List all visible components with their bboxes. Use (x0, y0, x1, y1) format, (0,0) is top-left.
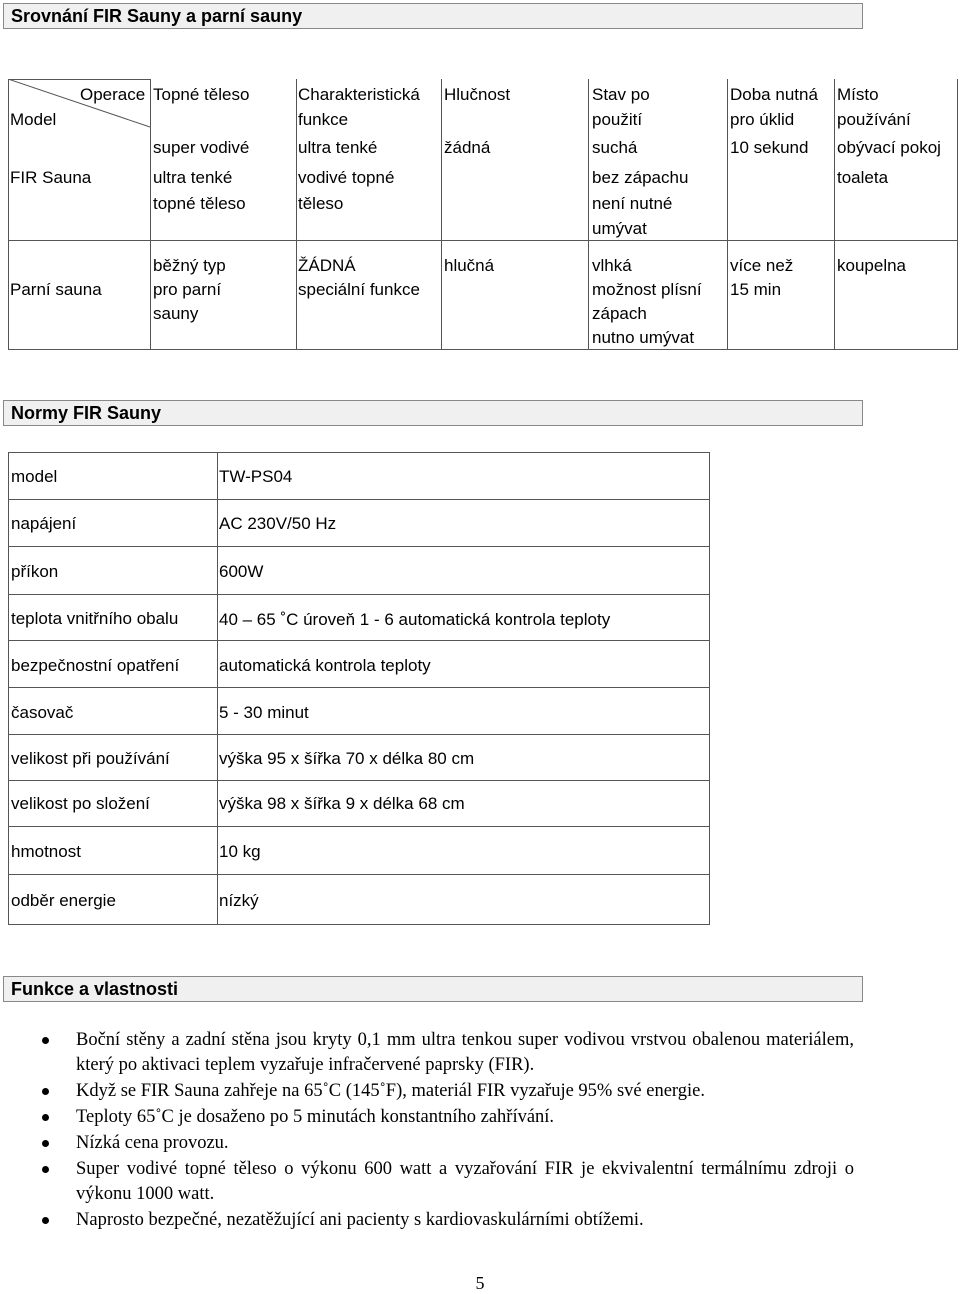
table-cell: pro parní (153, 280, 222, 299)
spec-label: velikost při používání (11, 749, 170, 768)
features-section-title: Funkce a vlastnosti (3, 976, 863, 1002)
spec-label: teplota vnitřního obalu (11, 609, 179, 628)
row-divider (9, 734, 709, 735)
col-divider (296, 79, 297, 350)
table-cell: ultra tenké (298, 138, 378, 157)
specs-section-title: Normy FIR Sauny (3, 400, 863, 426)
bullet-icon (42, 1037, 49, 1044)
features-list (42, 1028, 854, 1234)
spec-value: výška 95 x šířka 70 x délka 80 cm (219, 749, 475, 768)
spec-label: velikost po složení (11, 794, 150, 813)
bullet-icon (42, 1166, 49, 1173)
spec-label: časovač (11, 703, 74, 722)
table-cell: suchá (592, 138, 638, 157)
spec-value: automatická kontrola teploty (219, 656, 431, 675)
list-item (42, 1131, 854, 1156)
table-cell: možnost plísní (592, 280, 702, 299)
table-cell: běžný typ (153, 256, 226, 275)
header-characteristic: funkce (298, 110, 349, 129)
table-cell: obývací pokoj (837, 138, 941, 157)
comparison-table (8, 79, 958, 350)
list-item (42, 1208, 854, 1233)
table-cell: hlučná (444, 256, 495, 275)
spec-label: napájení (11, 514, 77, 533)
table-cell: vlhká (592, 256, 632, 275)
col-divider (957, 79, 958, 350)
row-divider (9, 780, 709, 781)
table-cell: speciální funkce (298, 280, 420, 299)
feature-text: Teploty 65˚C je dosaženo po 5 minutách konstantního zahřívání. (76, 1107, 555, 1127)
bullet-icon (42, 1114, 49, 1121)
table-cell: ultra tenké (153, 168, 233, 187)
spec-value: výška 98 x šířka 9 x délka 68 cm (219, 794, 465, 813)
bullet-icon (42, 1088, 49, 1095)
table-cell: sauny (153, 304, 199, 323)
table-cell: vodivé topné (298, 168, 395, 187)
comparison-section-title: Srovnání FIR Sauny a parní sauny (3, 3, 863, 29)
table-cell: není nutné (592, 194, 673, 213)
col-divider (588, 79, 589, 350)
spec-value: AC 230V/50 Hz (219, 514, 337, 533)
row-divider (9, 826, 709, 827)
col-divider (727, 79, 728, 350)
header-heating-element: Topné těleso (153, 85, 250, 104)
bullet-icon (42, 1140, 49, 1147)
table-cell: bez zápachu (592, 168, 689, 187)
spec-label: model (11, 467, 58, 486)
bullet-icon (42, 1217, 49, 1224)
corner-header-operation: Operace (80, 85, 146, 104)
spec-label: hmotnost (11, 842, 81, 861)
page-number: 5 (475, 1273, 485, 1293)
table-cell: těleso (298, 194, 344, 213)
row-divider (9, 874, 709, 875)
table-cell: 10 sekund (730, 138, 809, 157)
spec-label: příkon (11, 562, 59, 581)
row-label-steam-sauna: Parní sauna (10, 280, 102, 299)
spec-label: odběr energie (11, 891, 116, 910)
spec-value: nízký (219, 891, 259, 910)
col-divider (834, 79, 835, 350)
list-item (42, 1105, 854, 1130)
spec-value: 40 – 65 ˚C úroveň 1 - 6 automatická kontrola teploty (219, 610, 611, 629)
col-divider (441, 79, 442, 350)
list-item (42, 1157, 854, 1207)
table-cell: koupelna (837, 256, 907, 275)
feature-text: Boční stěny a zadní stěna jsou kryty 0,1 mm ultra tenkou super vodivou vrstvou obalenou materiálem, který po aktivaci teplem vyzařuje infračervené paprsky (FIR). (76, 1030, 854, 1075)
feature-text: Když se FIR Sauna zahřeje na 65˚C (145˚F), materiál FIR vyzařuje 95% své energie. (76, 1081, 705, 1101)
table-cell: super vodivé (153, 138, 250, 157)
header-state-after-use: Stav po (592, 85, 650, 104)
corner-header-model: Model (10, 110, 57, 129)
header-noise: Hlučnost (444, 85, 511, 104)
list-item (42, 1028, 854, 1078)
spec-value: 5 - 30 minut (219, 703, 309, 722)
spec-value: 10 kg (219, 842, 261, 861)
table-cell: nutno umývat (592, 328, 695, 347)
specs-table (8, 452, 710, 925)
header-place-of-use: používání (837, 110, 911, 129)
header-place-of-use: Místo (837, 85, 879, 104)
spec-value: TW-PS04 (219, 467, 293, 486)
row-divider (9, 499, 709, 500)
header-cleaning-time: Doba nutná (730, 85, 818, 104)
row-divider (9, 594, 709, 595)
header-cleaning-time: pro úklid (730, 110, 795, 129)
table-cell: toaleta (837, 168, 889, 187)
feature-text: Naprosto bezpečné, nezatěžující ani pacienty s kardiovaskulárními obtížemi. (76, 1210, 644, 1230)
spec-value: 600W (219, 562, 264, 581)
table-cell: žádná (444, 138, 491, 157)
spec-label: bezpečnostní opatření (11, 656, 180, 675)
row-divider (9, 687, 709, 688)
table-cell: více než (730, 256, 794, 275)
table-cell: topné těleso (153, 194, 246, 213)
table-cell: zápach (592, 304, 647, 323)
row-divider (9, 640, 709, 641)
table-cell: 15 min (730, 280, 782, 299)
feature-text: Nízká cena provozu. (76, 1133, 229, 1153)
list-item (42, 1079, 854, 1104)
col-divider (217, 453, 218, 924)
header-state-after-use: použití (592, 110, 643, 129)
row-label-fir-sauna: FIR Sauna (10, 168, 92, 187)
row-divider (9, 546, 709, 547)
table-cell: ŽÁDNÁ (298, 256, 356, 275)
table-cell: umývat (592, 219, 647, 238)
header-characteristic: Charakteristická (298, 85, 420, 104)
feature-text: Super vodivé topné těleso o výkonu 600 watt a vyzařování FIR je ekvivalentní termálnímu zdroji o výkonu 1000 watt. (76, 1159, 854, 1204)
